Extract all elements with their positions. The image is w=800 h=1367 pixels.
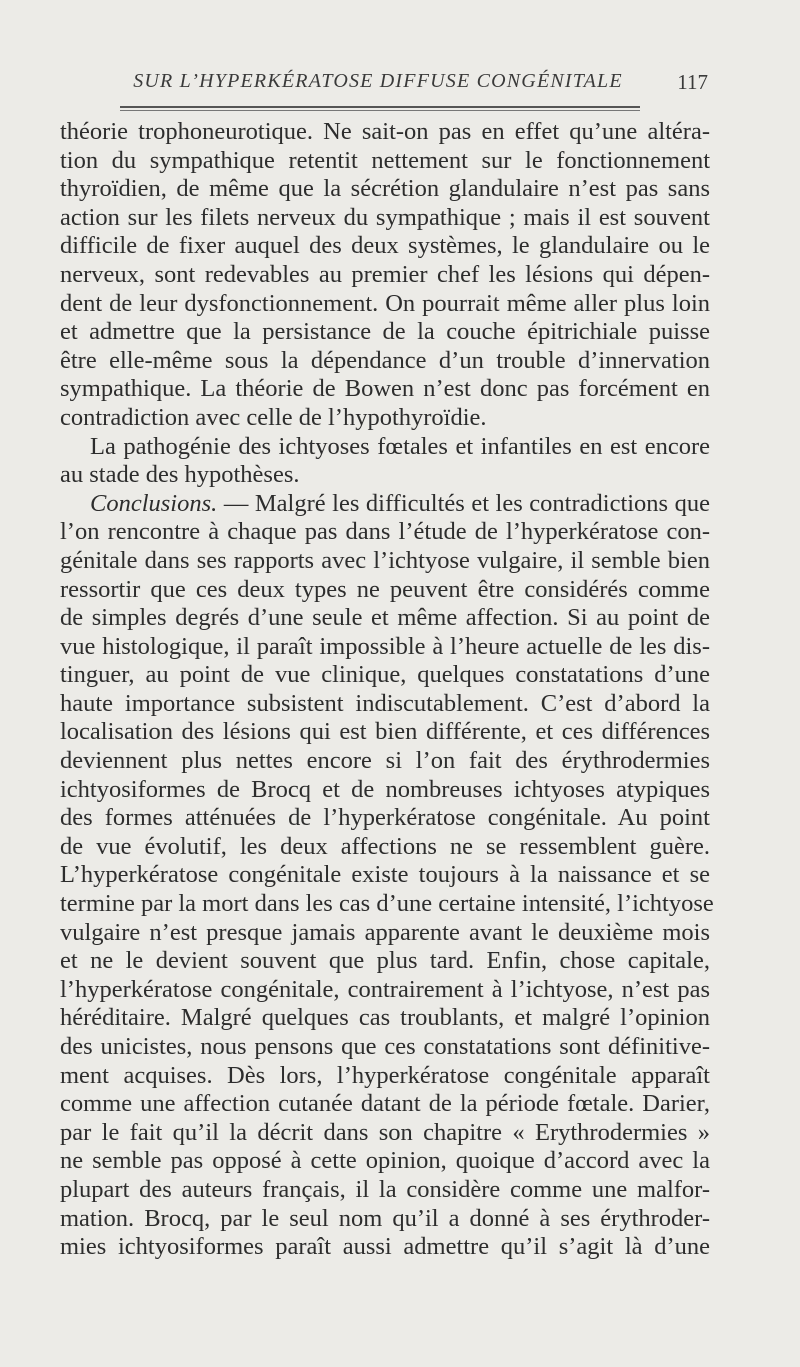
running-header: [118, 70, 708, 100]
text-line: nerveux, sont redevables au premier chef les lésions qui dépen-: [60, 260, 710, 288]
text-line: tinguer, au point de vue clinique, quelques constatations d’une: [60, 661, 710, 689]
conclusions-line: [60, 490, 710, 519]
running-title: SUR L’HYPERKÉRATOSE DIFFUSE CONGÉNITALE: [133, 70, 623, 92]
text-line: ressortir que ces deux types ne peuvent être considérés comme: [60, 575, 710, 603]
conclusions-label: Conclusions.: [90, 489, 218, 517]
text-line: mation. Brocq, par le seul nom qu’il a donné à ses érythroder-: [60, 1204, 710, 1232]
text-line: et ne le devient souvent que plus tard. Enfin, chose capitale,: [60, 947, 710, 975]
text-line: La pathogénie des ichtyoses fœtales et infantiles en est encore: [90, 432, 710, 460]
text-line: action sur les filets nerveux du sympathique ; mais il est souvent: [60, 203, 710, 231]
text-line: vue histologique, il paraît impossible à l’heure actuelle de les dis-: [60, 632, 710, 660]
text-line: deviennent plus nettes encore si l’on fait des érythrodermies: [60, 747, 710, 775]
text-line: ne semble pas opposé à cette opinion, quoique d’accord avec la: [60, 1147, 710, 1175]
text-line: haute importance subsistent indiscutablement. C’est d’abord la: [60, 689, 710, 717]
text-line: vulgaire n’est presque jamais apparente avant le deuxième mois: [60, 918, 710, 946]
text-line: L’hyperkératose congénitale existe toujours à la naissance et se: [60, 861, 710, 889]
text-line: ichtyosiformes de Brocq et de nombreuses ichtyoses atypiques: [60, 775, 710, 803]
text-line: de vue évolutif, les deux affections ne se ressemblent guère.: [60, 832, 710, 860]
text-line-rest: — Malgré les difficultés et les contradictions que: [223, 489, 711, 517]
body-text: [60, 118, 714, 1262]
text-line: au stade des hypothèses.: [60, 461, 300, 489]
text-line: théorie trophoneurotique. Ne sait-on pas en effet qu’une altéra-: [60, 118, 710, 145]
text-line: l’hyperkératose congénitale, contrairement à l’ichtyose, n’est pas: [60, 975, 710, 1003]
text-line: de simples degrés d’une seule et même affection. Si au point de: [60, 604, 710, 632]
text-line: des unicistes, nous pensons que ces constatations sont définitive-: [60, 1033, 710, 1060]
text-line: thyroïdien, de même que la sécrétion glandulaire n’est pas sans: [60, 175, 710, 203]
text-line: héréditaire. Malgré quelques cas troublants, et malgré l’opinion: [60, 1004, 710, 1032]
text-line: contradiction avec celle de l’hypothyroïdie.: [60, 403, 487, 431]
text-line: être elle-même sous la dépendance d’un trouble d’innervation: [60, 346, 710, 374]
text-line: termine par la mort dans les cas d’une certaine intensité, l’ichtyose: [60, 890, 714, 918]
page-number: 117: [677, 70, 708, 94]
text-line: des formes atténuées de l’hyperkératose congénitale. Au point: [60, 804, 710, 832]
header-rule-thin: [120, 110, 640, 111]
text-line: par le fait qu’il la décrit dans son chapitre « Erythrodermies »: [60, 1118, 710, 1146]
text-line: ment acquises. Dès lors, l’hyperkératose congénitale apparaît: [60, 1061, 710, 1089]
text-line: sympathique. La théorie de Bowen n’est donc pas forcément en: [60, 375, 710, 403]
text-line: génitale dans ses rapports avec l’ichtyose vulgaire, il semble bien: [60, 546, 710, 574]
text-line: localisation des lésions qui est bien différente, et ces différences: [60, 718, 710, 746]
text-line: plupart des auteurs français, il la considère comme une malfor-: [60, 1175, 710, 1203]
text-line: et admettre que la persistance de la couche épitrichiale puisse: [60, 318, 710, 346]
text-line: mies ichtyosiformes paraît aussi admettre qu’il s’agit là d’une: [60, 1233, 710, 1261]
header-rule: [120, 106, 640, 108]
text-line: dent de leur dysfonctionnement. On pourrait même aller plus loin: [60, 289, 710, 317]
text-line: comme une affection cutanée datant de la période fœtale. Darier,: [60, 1090, 710, 1118]
text-line: tion du sympathique retentit nettement sur le fonctionnement: [60, 146, 710, 174]
text-line: difficile de fixer auquel des deux systèmes, le glandulaire ou le: [60, 232, 710, 260]
text-line: l’on rencontre à chaque pas dans l’étude de l’hyperkératose con-: [60, 518, 710, 546]
